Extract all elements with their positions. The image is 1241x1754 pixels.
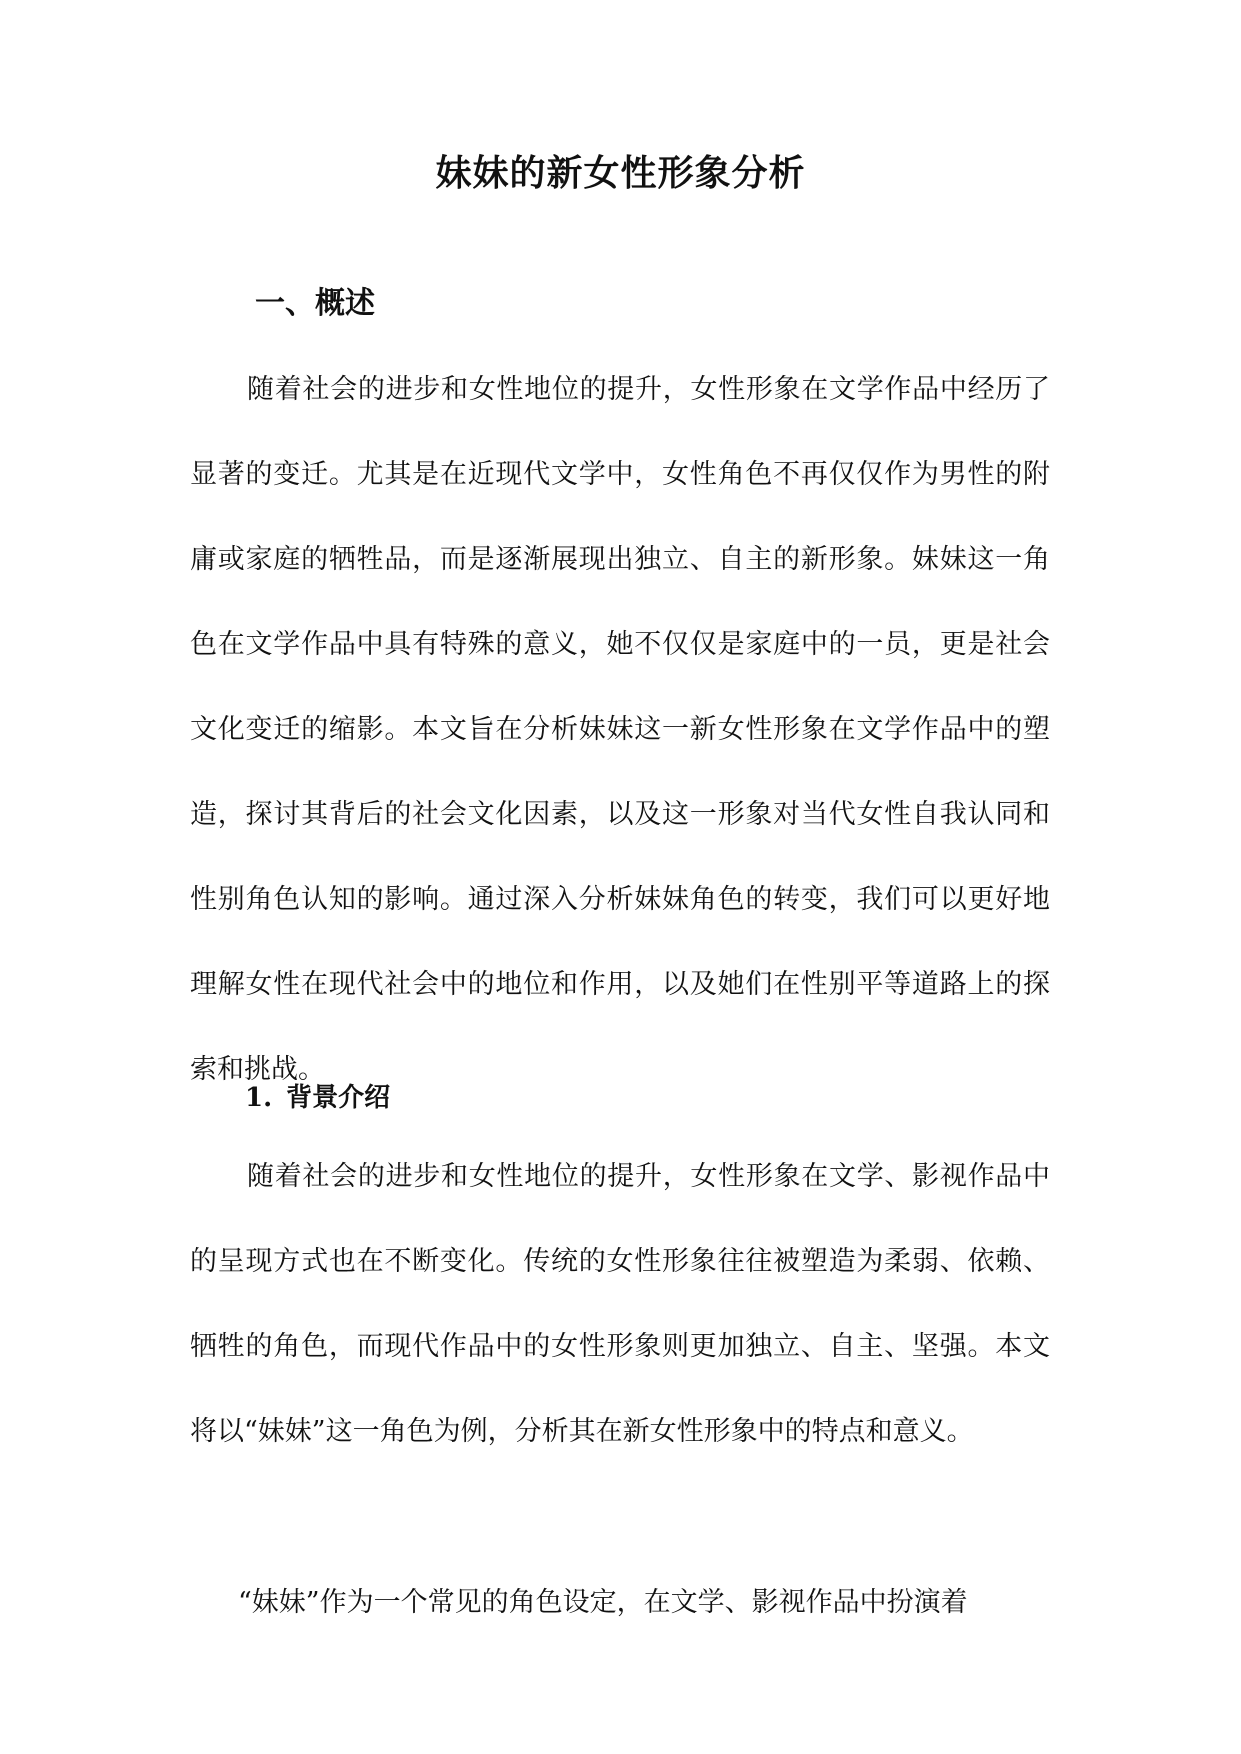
- background-paragraph-1: 随着社会的进步和女性地位的提升，女性形象在文学、影视作品中的呈现方式也在不断变化。传统的女性形象往往被塑造为柔弱、依赖、牺牲的角色，而现代作品中的女性形象则更加独立、自主、坚强。本文将以“妹妹”这一角色为例，分析其在新女性形象中的特点和意义。: [190, 1161, 1050, 1447]
- subsection-heading-background: [245, 1078, 390, 1118]
- document-title: 妹妹的新女性形象分析: [435, 152, 806, 194]
- section-heading-overview: 一、概述: [255, 286, 375, 321]
- overview-paragraph: 随着社会的进步和女性地位的提升，女性形象在文学作品中经历了显著的变迁。尤其是在近现代文学中，女性角色不再仅仅作为男性的附庸或家庭的牺牲品，而是逐渐展现出独立、自主的新形象。妹妹这一角色在文学作品中具有特殊的意义，她不仅仅是家庭中的一员，更是社会文化变迁的缩影。本文旨在分析妹妹这一新女性形象在文学作品中的塑造，探讨其背后的社会文化因素，以及这一形象对当代女性自我认同和性别角色认知的影响。通过深入分析妹妹角色的转变，我们可以更好地理解女性在现代社会中的地位和作用，以及她们在性别平等道路上的探索和挑战。: [190, 374, 1050, 1085]
- subsection-number: 1.: [245, 1083, 273, 1113]
- subsection-title: 背景介绍: [286, 1083, 391, 1113]
- background-paragraph-2: “妹妹”作为一个常见的角色设定，在文学、影视作品中扮演着: [238, 1587, 968, 1618]
